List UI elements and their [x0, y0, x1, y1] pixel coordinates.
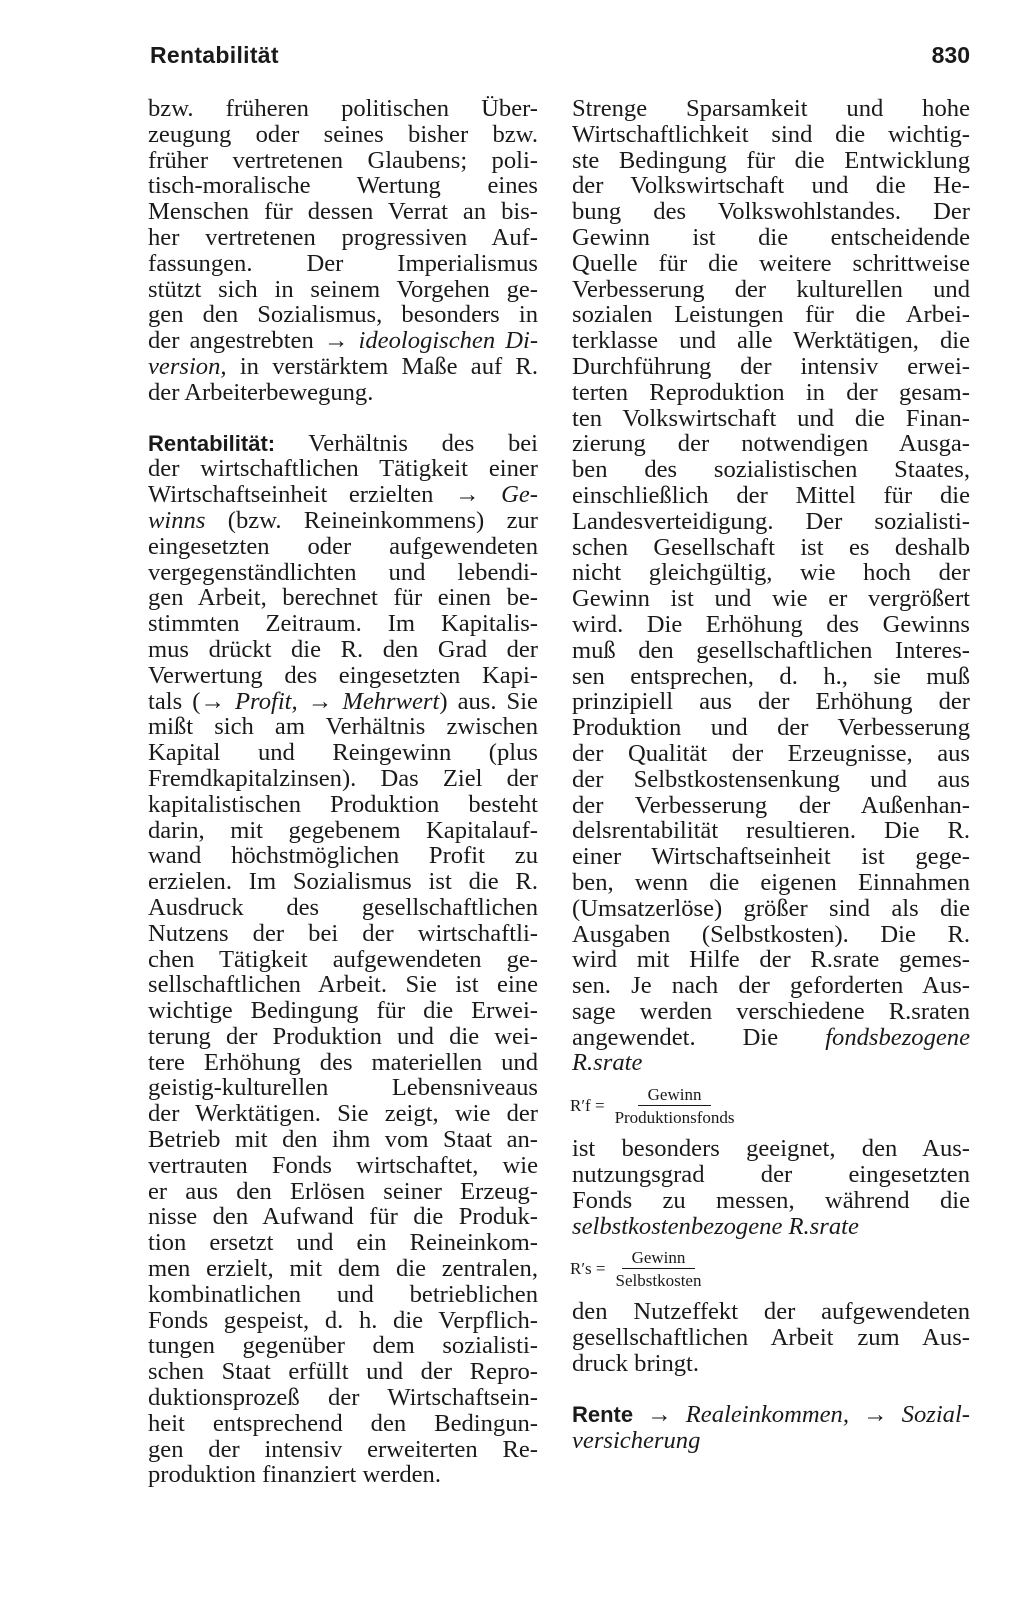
text-line: sellschaftlichen Arbeit. Sie ist eine	[148, 971, 538, 999]
text-line: sen. Je nach der geforderten Aus-	[572, 972, 970, 1000]
text-line: vergegenständlichten und lebendi-	[148, 558, 538, 586]
entry-rente	[572, 1402, 970, 1454]
text-line: Gewinn ist die entscheidende	[572, 223, 970, 251]
text-line: tion ersetzt und ein Reineinkom-	[148, 1229, 538, 1257]
previous-entry-text	[148, 96, 538, 406]
text-line: ben, wenn die eigenen Einnahmen	[572, 868, 970, 896]
text-line: ste Bedingung für die Entwicklung	[572, 146, 970, 174]
text-line: schen Gesellschaft ist es deshalb	[572, 533, 970, 561]
text-line: nisse den Aufwand für die Produk-	[148, 1203, 538, 1231]
text-line: Ausgaben (Selbstkosten). Die R.	[572, 920, 970, 948]
text-line: Fonds zu messen, während die	[572, 1186, 970, 1214]
formula-fraction	[611, 1085, 739, 1128]
text-line: sage werden verschiedene R.sraten	[572, 997, 970, 1025]
text-line: angewendet. Die fondsbezogene	[572, 1023, 970, 1051]
text-line: früher vertretenen Glaubens; poli-	[148, 146, 538, 174]
text-line: der Selbstkostensenkung und aus	[572, 765, 970, 793]
text-line: geistig-kulturellen Lebensniveaus	[148, 1074, 538, 1102]
text-line: darin, mit gegebenem Kapitalauf-	[148, 816, 538, 844]
cross-reference-arrow: →	[455, 481, 480, 509]
text-line: er aus den Erlösen seiner Erzeug-	[148, 1177, 538, 1205]
text-line: wichtige Bedingung für die Erwei-	[148, 997, 538, 1025]
emphasized-term: R.srate	[572, 1049, 643, 1077]
text-line: der Qualität der Erzeugnisse, aus	[572, 739, 970, 767]
text-line: mißt sich am Verhältnis zwischen	[148, 713, 538, 741]
text-line: terung der Produktion und die wei-	[148, 1022, 538, 1050]
formula-lhs: R′s =	[570, 1259, 606, 1279]
text-line: (Umsatzerlöse) größer sind als die	[572, 894, 970, 922]
text-line: winns (bzw. Reineinkommens) zur	[148, 506, 538, 534]
text-line: her vertretenen progressiven Auf-	[148, 223, 538, 251]
text-line: wird mit Hilfe der R.srate gemes-	[572, 946, 970, 974]
text-line: schen Staat erfüllt und der Repro-	[148, 1358, 538, 1386]
text-line: terklasse und alle Werktätigen, die	[572, 327, 970, 355]
text-line: men erzielt, mit dem die zentralen,	[148, 1255, 538, 1283]
text-line: gen den Sozialismus, besonders in	[148, 301, 538, 329]
cross-reference-arrow: →	[323, 327, 349, 355]
text-line: einschließlich der Mittel für die	[572, 481, 970, 509]
text-line: kapitalistischen Produktion besteht	[148, 790, 538, 818]
text-line: gen der intensiv erweiterten Re-	[148, 1435, 538, 1463]
entry-term: Rentabilität:	[148, 430, 276, 456]
cross-reference[interactable]: Ge-	[501, 481, 538, 509]
text-line: sozialen Leistungen für die Arbei-	[572, 301, 970, 329]
text-line: Verbesserung der kulturellen und	[572, 275, 970, 303]
text-line: erzielen. Im Sozialismus ist die R.	[148, 868, 538, 896]
text-line: version, in verstärktem Maße auf R.	[148, 352, 538, 380]
text-line: druck bringt.	[572, 1350, 700, 1378]
text-line	[572, 1402, 970, 1428]
text-line: einer Wirtschaftseinheit ist gege-	[572, 843, 970, 871]
cross-reference[interactable]: Profit,	[235, 687, 298, 715]
text-line: Fremdkapitalzinsen). Das Ziel der	[148, 764, 538, 792]
entry-rentabilitaet	[148, 431, 538, 1489]
left-column	[148, 96, 538, 1488]
text-line: vertrauten Fonds wirtschaftet, wie	[148, 1151, 538, 1179]
cross-reference[interactable]: Realeinkommen,	[685, 1400, 849, 1428]
text-line: der Werktätigen. Sie zeigt, wie der	[148, 1100, 538, 1128]
text-line: terten Reproduktion in der gesam-	[572, 378, 970, 406]
text-line: muß den gesellschaftlichen Interes-	[572, 636, 970, 664]
formula-denominator: Produktionsfonds	[614, 1107, 735, 1127]
text-line: eingesetzten oder aufgewendeten	[148, 532, 538, 560]
text-line: der Verbesserung der Außenhan-	[572, 791, 970, 819]
cross-reference[interactable]: ideologischen Di-	[358, 327, 539, 355]
text-line: Gewinn ist und wie er vergrößert	[572, 585, 970, 613]
text-line: Verwertung des eingesetzten Kapi-	[148, 661, 538, 689]
entry-rentabilitaet-continued	[572, 96, 970, 1377]
text-line: Ausdruck des gesellschaftlichen	[148, 893, 538, 921]
formula-selbstkostenbezogene-rsrate	[570, 1239, 970, 1299]
text-line: ist besonders geeignet, den Aus-	[572, 1135, 970, 1163]
text-line: Fonds gespeist, d. h. die Verpflich-	[148, 1306, 538, 1334]
formula-numerator: Gewinn	[638, 1085, 712, 1106]
page-number: 830	[931, 42, 970, 68]
text-line: tisch-moralische Wertung eines	[148, 172, 538, 200]
running-head: Rentabilität	[150, 42, 279, 68]
emphasized-term: selbstkostenbezogene R.srate	[572, 1212, 859, 1240]
text-line: zeugung oder seines bisher bzw.	[148, 120, 538, 148]
cross-reference-arrow: →	[863, 1400, 888, 1428]
text-line: kombinatlichen und betrieblichen	[148, 1280, 538, 1308]
text-line: den Nutzeffekt der aufgewendeten	[572, 1298, 970, 1326]
text-line: Durchführung der intensiv erwei-	[572, 352, 970, 380]
emphasized-term: fondsbezogene	[825, 1023, 970, 1051]
text-line: gesellschaftlichen Arbeit zum Aus-	[572, 1324, 970, 1352]
cross-reference[interactable]: Mehrwert	[342, 687, 440, 715]
text-line: Wirtschaftseinheit erzielten → Ge-	[148, 481, 538, 509]
text-line: Betrieb mit den ihm vom Staat an-	[148, 1126, 538, 1154]
cross-reference-arrow: →	[307, 687, 333, 715]
text-line: wand höchstmöglichen Profit zu	[148, 842, 538, 870]
text-line: duktionsprozeß der Wirtschaftsein-	[148, 1384, 538, 1412]
right-column	[572, 96, 970, 1453]
text-line: zierung der notwendigen Ausga-	[572, 430, 970, 458]
text-line: der Volkswirtschaft und die He-	[572, 172, 970, 200]
text-line: der wirtschaftlichen Tätigkeit einer	[148, 455, 538, 483]
cross-reference[interactable]: winns	[148, 506, 206, 534]
entry-gap	[148, 406, 538, 431]
text-line: fassungen. Der Imperialismus	[148, 249, 538, 277]
entry-term: Rente	[572, 1401, 634, 1427]
text-line: tals (→ Profit, → Mehrwert) aus. Sie	[148, 687, 538, 715]
text-line: Nutzens der bei der wirtschaftli-	[148, 919, 538, 947]
text-line: Strenge Sparsamkeit und hohe	[572, 95, 970, 122]
text-line: prinzipiell aus der Erhöhung der	[572, 688, 970, 716]
text-line: bzw. früheren politischen Über-	[148, 95, 538, 122]
cross-reference-arrow: →	[647, 1400, 672, 1428]
text-line: Kapital und Reingewinn (plus	[148, 739, 538, 767]
text-line: Landesverteidigung. Der sozialisti-	[572, 507, 970, 535]
text-line: Quelle für die weitere schrittweise	[572, 249, 970, 277]
text-line: chen Tätigkeit aufgewendeten ge-	[148, 945, 538, 973]
cross-reference[interactable]: versicherung	[572, 1426, 701, 1454]
text-line: delsrentabilität resultieren. Die R.	[572, 817, 970, 845]
text-line: Wirtschaftlichkeit sind die wichtig-	[572, 120, 970, 148]
formula-fraction	[612, 1248, 706, 1291]
text-line: gen Arbeit, berechnet für einen be-	[148, 584, 538, 612]
text-line: bung des Volkswohlstandes. Der	[572, 198, 970, 226]
text-line: nutzungsgrad der eingesetzten	[572, 1161, 970, 1189]
text-line: ten Volkswirtschaft und die Finan-	[572, 404, 970, 432]
text-line: wird. Die Erhöhung des Gewinns	[572, 610, 970, 638]
text-line: Produktion und der Verbesserung	[572, 714, 970, 742]
text-line: Rentabilität: Verhältnis des bei	[148, 429, 538, 457]
text-line: mus drückt die R. den Grad der	[148, 635, 538, 663]
text-line: stützt sich in seinem Vorgehen ge-	[148, 275, 538, 303]
text-line: tungen gegenüber dem sozialisti-	[148, 1332, 538, 1360]
cross-reference[interactable]: Sozial-	[901, 1400, 970, 1428]
text-line: ben des sozialistischen Staates,	[572, 456, 970, 484]
text-line: der angestrebten → ideologischen Di-	[148, 327, 539, 355]
entry-gap	[572, 1377, 970, 1402]
text-line: tere Erhöhung des materiellen und	[148, 1048, 538, 1076]
formula-denominator: Selbstkosten	[615, 1270, 702, 1290]
page-header	[150, 42, 970, 82]
text-line: Menschen für dessen Verrat an bis-	[148, 198, 538, 226]
text-line: der Arbeiterbewegung.	[148, 378, 374, 406]
formula-numerator: Gewinn	[622, 1248, 696, 1269]
text-line: produktion finanziert werden.	[148, 1461, 441, 1489]
text-line: nicht gleichgültig, wie hoch der	[572, 559, 970, 587]
cross-reference[interactable]: version,	[148, 352, 227, 380]
text-line: heit entsprechend den Bedingun-	[148, 1409, 538, 1437]
formula-lhs: R′f =	[570, 1096, 605, 1116]
formula-fondsbezogene-rsrate	[570, 1076, 970, 1136]
cross-reference-arrow: →	[200, 687, 225, 715]
text-line: sen entsprechen, d. h., sie muß	[572, 662, 970, 690]
text-line: stimmten Zeitraum. Im Kapitalis-	[148, 610, 538, 638]
